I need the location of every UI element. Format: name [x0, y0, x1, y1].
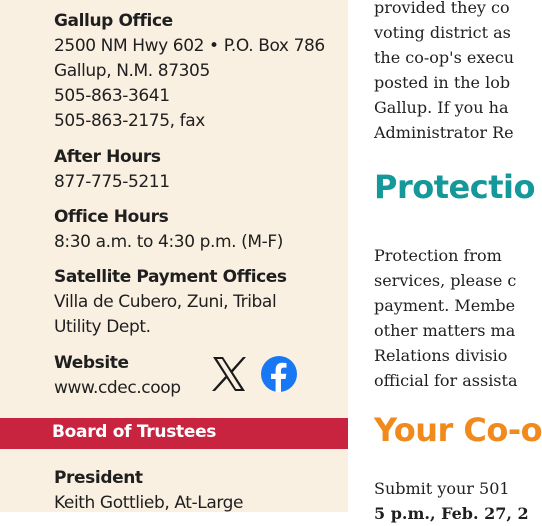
gallup-office-city: Gallup, N.M. 87305 [54, 61, 210, 81]
paragraph-line: services, please c [374, 271, 517, 290]
paragraph-line-deadline: 5 p.m., Feb. 27, 2 [374, 504, 529, 523]
paragraph-line: payment. Membe [374, 296, 516, 315]
gallup-office-block [54, 9, 325, 134]
satellite-offices-line2: Utility Dept. [54, 317, 151, 337]
article-column [348, 0, 542, 523]
social-links [210, 355, 298, 393]
paragraph-line: voting district as [374, 23, 511, 42]
gallup-office-heading: Gallup Office [54, 11, 173, 31]
president-heading: President [54, 468, 143, 488]
board-of-trustees-banner [0, 418, 348, 449]
gallup-office-fax: 505-863-2175, fax [54, 111, 205, 131]
after-hours-block [54, 145, 170, 195]
after-hours-phone: 877-775-5211 [54, 172, 170, 192]
section-heading-protection: Protectio [374, 168, 535, 206]
board-of-trustees-title: Board of Trustees [52, 422, 217, 442]
office-hours-heading: Office Hours [54, 207, 169, 227]
x-icon[interactable] [210, 355, 248, 393]
paragraph-protection [374, 243, 517, 393]
paragraph-line: Gallup. If you ha [374, 98, 509, 117]
section-heading-your-coop: Your Co-o [374, 411, 542, 449]
paragraph-submit [374, 476, 529, 526]
satellite-offices-line1: Villa de Cubero, Zuni, Tribal [54, 292, 277, 312]
paragraph-line: other matters ma [374, 321, 516, 340]
gallup-office-address: 2500 NM Hwy 602 • P.O. Box 786 [54, 36, 325, 56]
satellite-offices-block [54, 265, 287, 340]
gallup-office-phone: 505-863-3641 [54, 86, 170, 106]
president-block [54, 466, 243, 516]
facebook-icon[interactable] [260, 355, 298, 393]
paragraph-line: official for assista [374, 371, 518, 390]
paragraph-line: Administrator Re [374, 123, 514, 142]
satellite-offices-heading: Satellite Payment Offices [54, 267, 287, 287]
website-url[interactable]: www.cdec.coop [54, 378, 181, 398]
paragraph-line: the co-op's execu [374, 48, 515, 67]
paragraph-line: Submit your 501 [374, 479, 510, 498]
paragraph-line: Protection from [374, 246, 502, 265]
office-hours-text: 8:30 a.m. to 4:30 p.m. (M-F) [54, 232, 284, 252]
after-hours-heading: After Hours [54, 147, 161, 167]
website-block [54, 351, 181, 401]
office-hours-block [54, 205, 283, 255]
paragraph-voting-info [374, 0, 514, 145]
paragraph-line: provided they co [374, 0, 510, 17]
paragraph-line: posted in the lob [374, 73, 511, 92]
president-name: Keith Gottlieb, At-Large [54, 493, 244, 513]
paragraph-line: Relations divisio [374, 346, 508, 365]
website-heading: Website [54, 353, 129, 373]
